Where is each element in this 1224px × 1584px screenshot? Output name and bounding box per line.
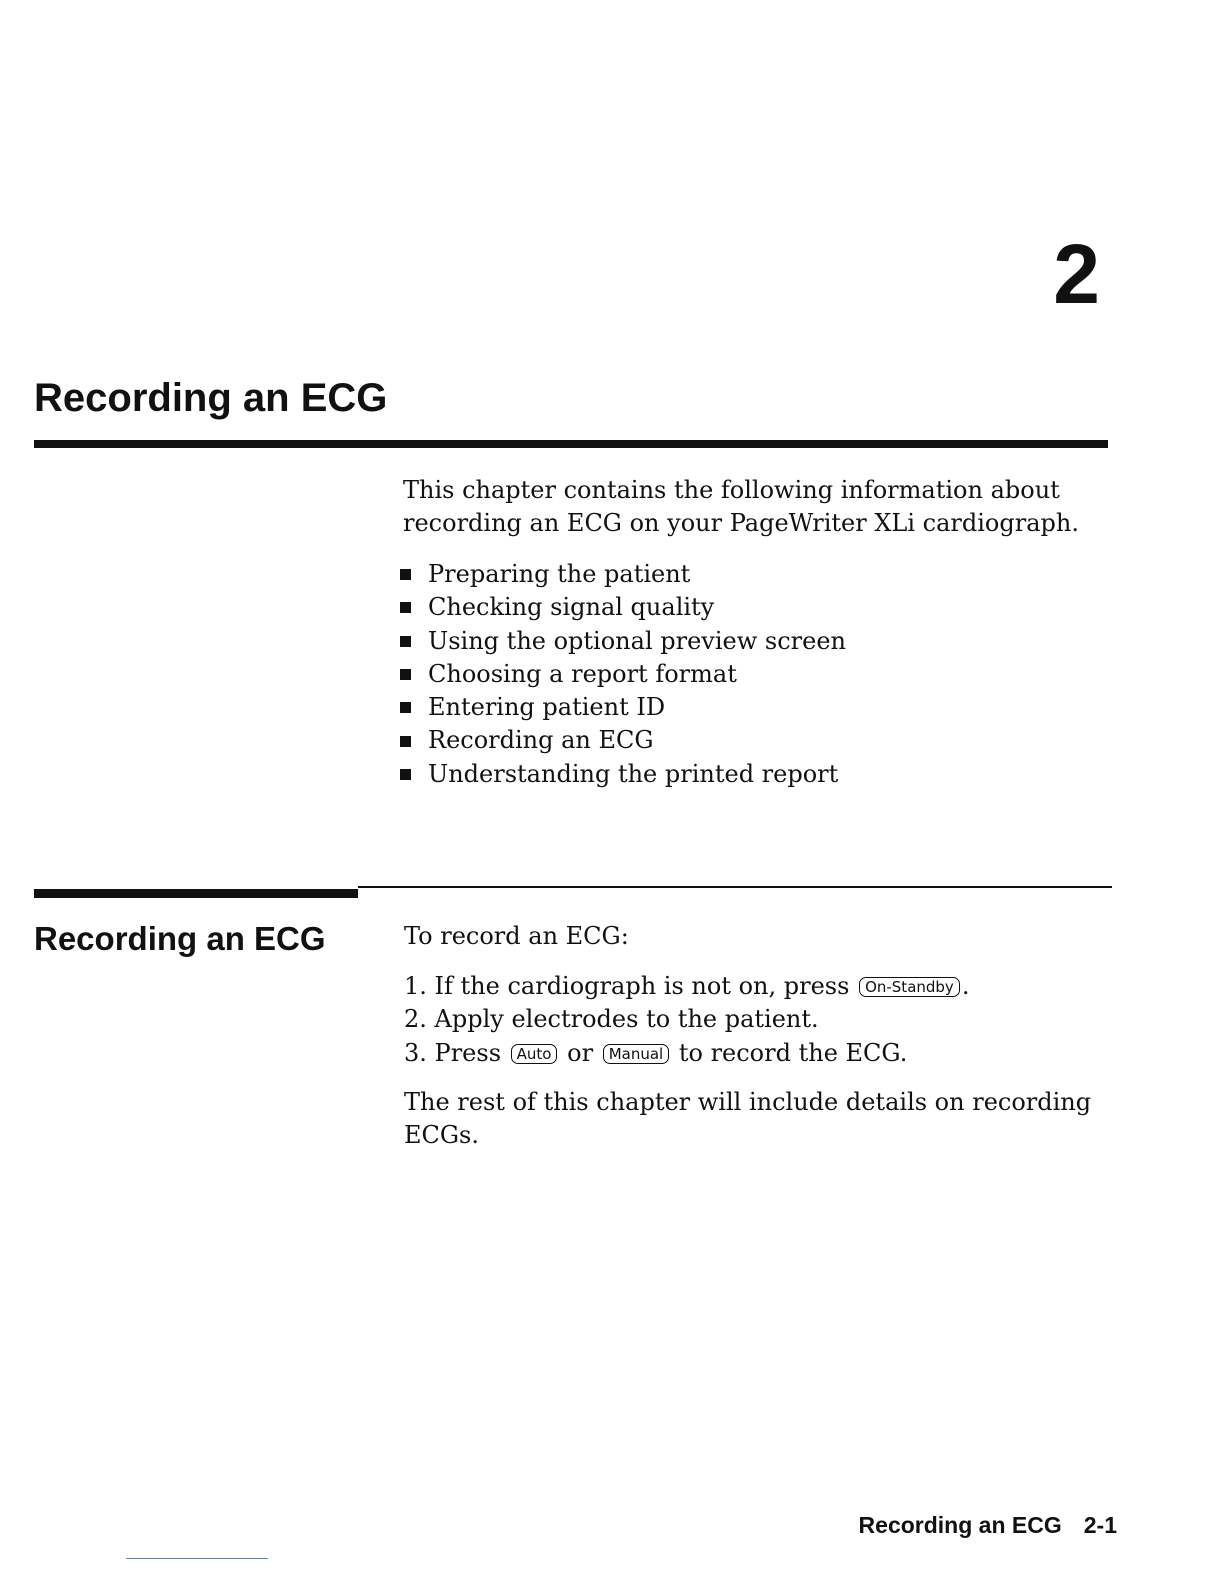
bullet-icon (400, 569, 411, 580)
list-item-text: Preparing the patient (428, 560, 691, 588)
step-text: . (961, 972, 970, 1000)
list-item (400, 625, 1100, 658)
section-rule-thin (358, 886, 1112, 888)
step-item (404, 970, 1124, 1003)
section-lead: To record an ECG: (404, 922, 629, 950)
list-item-text: Understanding the printed report (428, 759, 839, 788)
list-item-text: Checking signal quality (428, 593, 715, 622)
manual-key: Manual (603, 1044, 670, 1064)
closing-paragraph: The rest of this chapter will include details on recording ECGs. (404, 1088, 1092, 1149)
step-number: 2. (404, 1005, 427, 1034)
chapter-number: 2 (1053, 227, 1100, 321)
list-item (400, 724, 1100, 757)
list-item-text: Recording an ECG (428, 726, 654, 755)
step-text: or (567, 1038, 594, 1067)
chapter-title: Recording an ECG (34, 376, 388, 420)
on-standby-key: On-Standby (859, 977, 960, 997)
bullet-icon (400, 636, 411, 647)
bullet-icon (400, 702, 411, 713)
bullet-icon (400, 769, 411, 780)
list-item (400, 758, 1100, 791)
bullet-icon (400, 669, 411, 680)
step-text: to record the ECG. (678, 1038, 908, 1067)
list-item (400, 591, 1100, 624)
bullet-icon (400, 736, 411, 747)
list-item-text: Choosing a report format (428, 659, 737, 688)
list-item-text: Using the optional preview screen (428, 626, 846, 655)
list-item (400, 658, 1100, 691)
list-item (400, 691, 1100, 724)
chapter-title-rule (34, 440, 1108, 448)
page-footer (859, 1514, 1117, 1537)
step-text: If the cardiograph is not on, press (434, 972, 850, 1000)
section-heading: Recording an ECG (34, 920, 326, 957)
steps-list (404, 970, 1124, 1070)
footer-title: Recording an ECG (858, 1512, 1062, 1538)
auto-key: Auto (511, 1044, 558, 1064)
step-text: Apply electrodes to the patient. (434, 1005, 819, 1034)
step-number: 3. (404, 1038, 427, 1067)
corner-mark-line (126, 1558, 268, 1559)
intro-paragraph: This chapter contains the following information about recording an ECG on your PageWriter XLi cardiograph. (403, 476, 1079, 537)
bullet-icon (400, 602, 411, 613)
topics-list (400, 558, 1100, 791)
step-item (404, 1003, 1124, 1036)
list-item (400, 558, 1100, 591)
section-rule-bold (34, 889, 358, 898)
list-item-text: Entering patient ID (428, 693, 666, 722)
step-text: Press (434, 1038, 502, 1067)
step-number: 1. (404, 972, 427, 1000)
page-number: 2-1 (1083, 1512, 1117, 1538)
step-item (404, 1037, 1124, 1070)
